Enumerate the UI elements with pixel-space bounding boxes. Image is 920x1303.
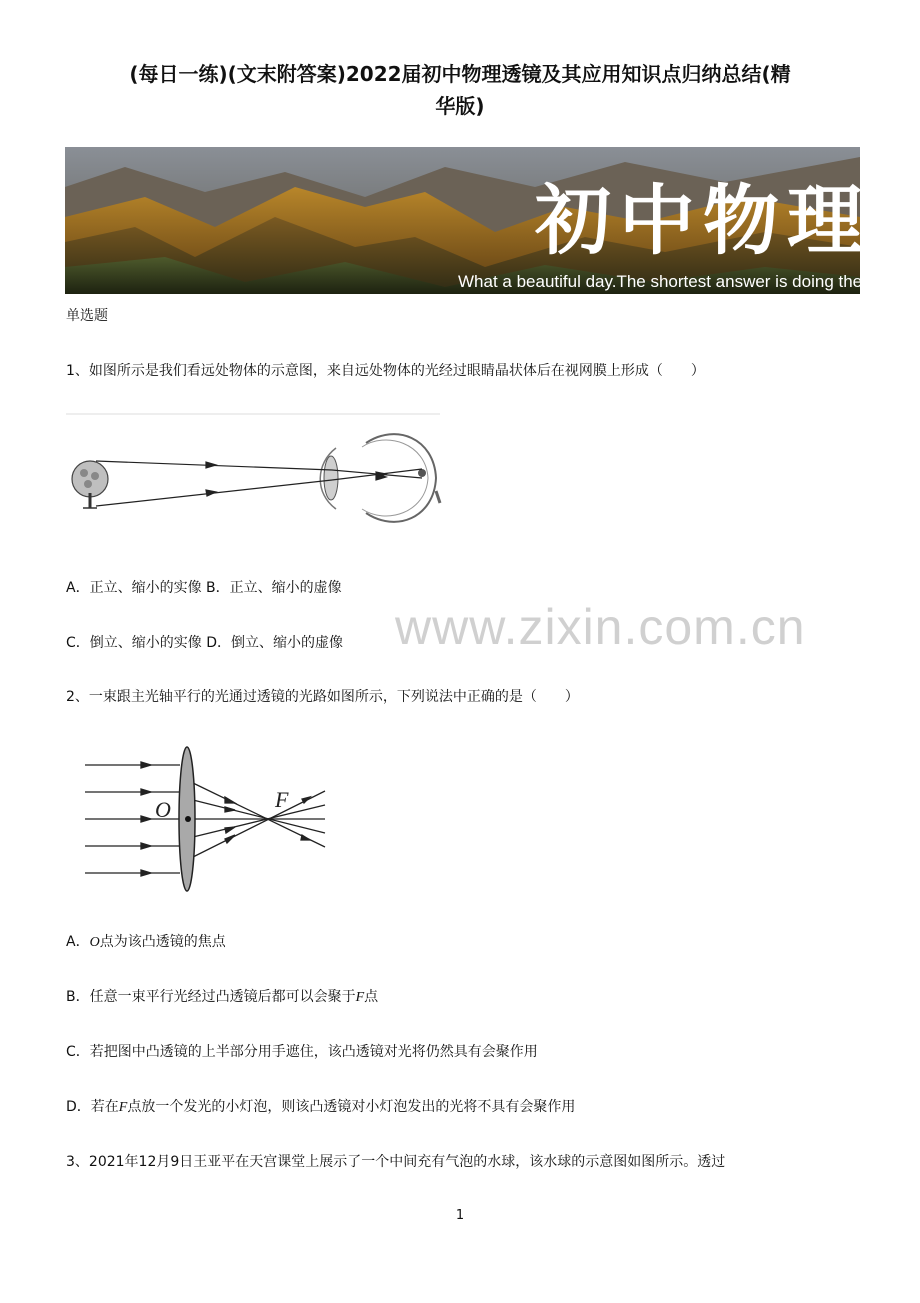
q2-lens-figure [85,745,335,895]
label-o: O [155,797,171,822]
watermark-text: www.zixin.com.cn [395,599,806,655]
banner-slogan: What a beautiful day.The shortest answer is doing the thing. [458,272,909,291]
document-title [60,58,860,122]
q2-option-b-text: 点 [364,989,379,1005]
q2-option-d [66,1097,575,1118]
q2-option-a-prefix: A． [66,934,90,950]
optical-center-dot [185,816,191,822]
q1-eye-figure [66,413,440,543]
q2-option-d-var: F [118,1100,128,1115]
q3-stem: 3、2021年12月9日王亚平在天宫课堂上展示了一个中间充有气泡的水球，该水球的示意图如图所示。透过 [66,1154,726,1170]
q2-stem: 2、一束跟主光轴平行的光通过透镜的光路如图所示，下列说法中正确的是（ ） [66,689,579,705]
light-rays [96,461,422,506]
banner-big-text: 初中物理 [535,176,871,265]
q1-option-ab: A．正立、缩小的实像 B．正立、缩小的虚像 [66,580,342,596]
q2-option-b-var: F [355,990,365,1005]
tree-icon [72,461,108,508]
label-f: F [275,787,289,812]
eye-diagram [66,413,440,543]
section-heading: 单选题 [66,308,108,324]
q2-option-b-prefix: B．任意一束平行光经过凸透镜后都可以会聚于 [66,989,356,1005]
q1-stem: 1、如图所示是我们看远处物体的示意图，来自远处物体的光经过眼睛晶状体后在视网膜上形成（ ） [66,363,705,379]
convex-lens-diagram [85,745,335,895]
title-line-2: 华版) [435,94,485,118]
banner-landscape [65,147,909,294]
q2-option-c: C．若把图中凸透镜的上半部分用手遮住，该凸透镜对光将仍然具有会聚作用 [66,1044,538,1060]
q1-option-cd: C．倒立、缩小的实像 D．倒立、缩小的虚像 [66,635,344,651]
q2-option-b [66,987,378,1008]
q2-option-a-text: 点为该凸透镜的焦点 [99,934,226,950]
page-number: 1 [455,1208,465,1223]
q2-option-d-text: 点放一个发光的小灯泡，则该凸透镜对小灯泡发出的光将不具有会聚作用 [127,1099,576,1115]
q2-option-d-prefix: D．若在 [66,1099,119,1115]
title-line-1: (每日一练)(文末附答案)2022届初中物理透镜及其应用知识点归纳总结(精 [129,62,791,86]
q2-option-a-var: O [89,935,100,950]
banner-image [65,147,909,294]
q2-option-a [66,932,226,953]
